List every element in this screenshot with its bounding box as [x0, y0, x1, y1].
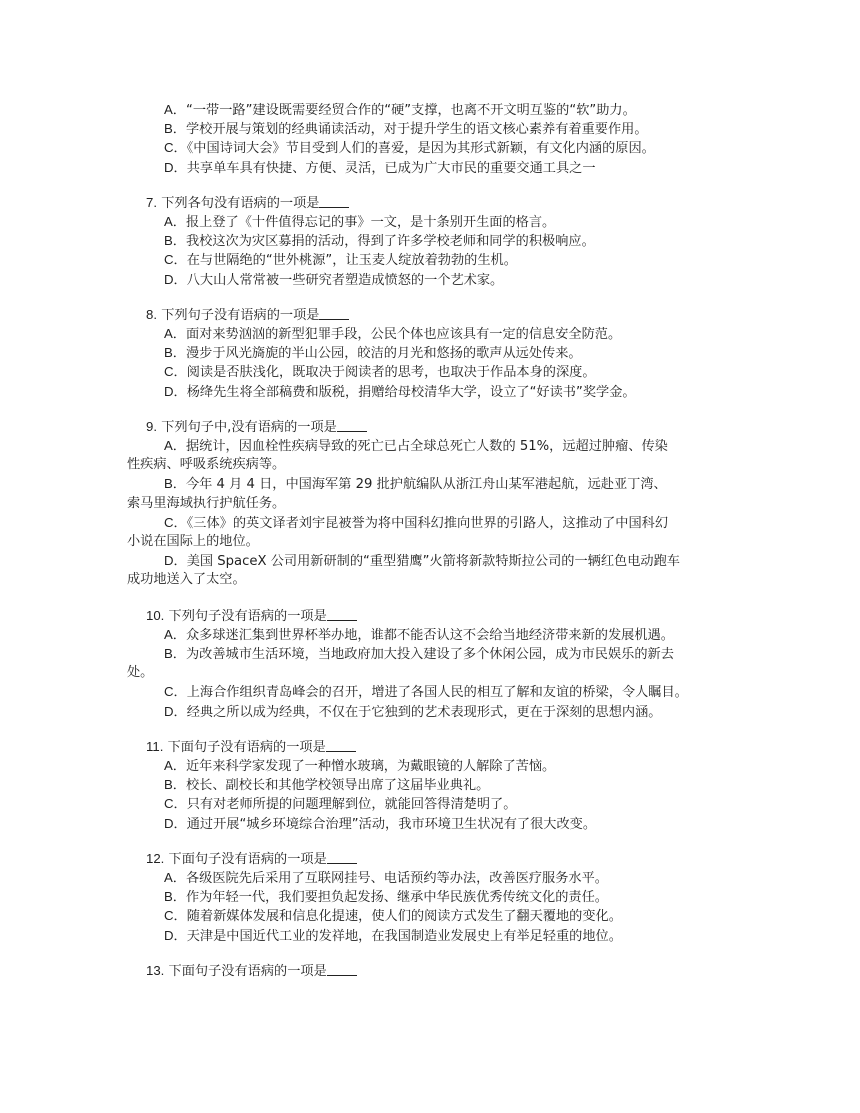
option-line [164, 702, 661, 722]
question-number: 12. [146, 850, 165, 866]
option-letter: A． [164, 214, 186, 229]
option-line [164, 906, 622, 926]
option-letter: C． [164, 514, 187, 530]
question-number: 10. [146, 607, 165, 623]
option-letter: C． [164, 252, 187, 268]
option-letter: A． [164, 438, 186, 453]
option-line [164, 794, 516, 814]
option-letter: B． [164, 476, 186, 492]
option-letter: D． [164, 553, 187, 569]
question-stem [146, 737, 356, 757]
answer-blank [327, 962, 357, 976]
question-text: 下列各句没有语病的一项是 [161, 195, 320, 211]
option-line [164, 644, 674, 664]
option-line [164, 138, 655, 158]
option-continuation: 性疾病、呼吸系统疾病等。 [127, 457, 286, 473]
option-line [164, 814, 596, 834]
option-text: 《中国诗词大会》节目受到人们的喜爱，是因为其形式新颖，有文化内涵的原因。 [186, 141, 655, 157]
answer-blank [319, 194, 349, 208]
option-continuation: 索马里海域执行护航任务。 [127, 495, 286, 511]
option-continuation: 处。 [127, 665, 154, 681]
question-stem [146, 606, 357, 626]
option-text: 报上登了《十件值得忘记的事》一文，是十条别开生面的格言。 [185, 215, 556, 230]
option-letter: A． [164, 326, 186, 341]
question-number: 11. [146, 738, 164, 754]
option-letter: C． [164, 364, 187, 380]
option-text: 我校这次为灾区募捐的活动，得到了许多学校老师和同学的积极响应。 [185, 234, 595, 250]
option-letter: D． [164, 159, 187, 175]
question-number: 13. [146, 962, 165, 978]
option-line [164, 362, 596, 382]
question-stem [146, 193, 349, 213]
question-stem [146, 305, 349, 325]
option-letter: C． [164, 684, 187, 700]
option-text: 近年来科学家发现了一种憎水玻璃，为戴眼镜的人解除了苦恼。 [185, 759, 556, 774]
answer-blank [337, 418, 367, 432]
option-text: “一带一路”建设既需要经贸合作的“硬”支撑，也离不开文明互鉴的“软”助力。 [185, 103, 636, 118]
option-text: 校长、副校长和其他学校领导出席了这届毕业典礼。 [185, 778, 490, 794]
option-line [164, 551, 680, 571]
option-text: 今年 4 月 4 日，中国海军第 29 批护航编队从浙江舟山某军港起航，远赴亚丁湾、 [185, 477, 667, 493]
option-text: 天津是中国近代工业的发祥地，在我国制造业发展史上有举足轻重的地位。 [186, 928, 622, 944]
option-text: 为改善城市生活环境，当地政府加大投入建设了多个休闲公园，成为市民娱乐的新去 [185, 647, 674, 662]
option-line [164, 250, 517, 270]
option-letter: A． [164, 758, 186, 773]
option-line [164, 756, 555, 776]
option-continuation: 成功地送入了太空。 [127, 572, 246, 588]
option-text: 各级医院先后采用了互联网挂号、电话预约等办法，改善医疗服务水平。 [185, 871, 608, 886]
question-number: 7. [146, 194, 157, 210]
option-line [164, 474, 667, 494]
option-text: 据统计，因血栓性疾病导致的死亡已占全球总死亡人数的 51%，远超过肿瘤、传染 [185, 439, 668, 454]
option-text: 漫步于风光旖旎的半山公园，皎洁的月光和悠扬的歌声从远处传来。 [185, 346, 582, 362]
option-letter: B． [164, 777, 186, 793]
option-text: 八大山人常常被一些研究者塑造成愤怒的一个艺术家。 [186, 272, 504, 288]
option-line [164, 324, 621, 344]
option-letter: A． [164, 102, 186, 117]
question-stem [146, 961, 357, 981]
option-text: 美国 SpaceX 公司用新研制的“重型猎鹰”火箭将新款特斯拉公司的一辆红色电动跑车 [186, 554, 680, 570]
option-text: 在与世隔绝的“世外桃源”，让玉麦人绽放着勃勃的生机。 [186, 253, 517, 269]
option-line [164, 926, 622, 946]
question-text: 下列句子没有语病的一项是 [168, 608, 327, 624]
option-line [164, 100, 636, 120]
option-text: 杨绛先生将全部稿费和版税，捐赠给母校清华大学，设立了“好读书”奖学金。 [186, 384, 636, 400]
option-line [164, 382, 636, 402]
question-stem [146, 849, 357, 869]
question-number: 9. [146, 418, 157, 434]
question-text: 下列句子中,没有语病的一项是 [161, 419, 337, 435]
option-text: 众多球迷汇集到世界杯举办地，谁都不能否认这不会给当地经济带来新的发展机遇。 [185, 627, 674, 643]
option-line [164, 513, 668, 533]
question-text: 下面句子没有语病的一项是 [167, 739, 326, 755]
option-text: 共享单车具有快捷、方便、灵活，已成为广大市民的重要交通工具之一 [186, 160, 596, 176]
option-letter: D． [164, 815, 187, 831]
question-stem [146, 417, 367, 437]
option-line [164, 270, 503, 290]
question-text: 下列句子没有语病的一项是 [161, 307, 320, 323]
option-text: 学校开展与策划的经典诵读活动，对于提升学生的语文核心素养有着重要作用。 [185, 122, 648, 138]
question-text: 下面句子没有语病的一项是 [168, 851, 327, 867]
option-letter: C． [164, 796, 187, 812]
option-text: 面对来势汹汹的新型犯罪手段，公民个体也应该具有一定的信息安全防范。 [185, 327, 622, 342]
answer-blank [327, 850, 357, 864]
option-letter: D． [164, 383, 187, 399]
option-letter: A． [164, 870, 186, 885]
option-letter: B． [164, 233, 186, 249]
question-number: 8. [146, 306, 157, 322]
option-letter: C． [164, 908, 187, 924]
option-text: 阅读是否肤浅化，既取决于阅读者的思考，也取决于作品本身的深度。 [186, 365, 596, 381]
answer-blank [327, 607, 357, 621]
option-line [164, 868, 608, 888]
option-line [164, 775, 489, 795]
option-letter: A． [164, 626, 186, 642]
option-text: 上海合作组织青岛峰会的召开，增进了各国人民的相互了解和友谊的桥梁，令人瞩目。 [186, 685, 688, 701]
option-letter: D． [164, 927, 187, 943]
option-continuation: 小说在国际上的地位。 [127, 534, 259, 549]
option-line [164, 119, 648, 139]
option-line [164, 158, 596, 178]
option-text: 《三体》的英文译者刘宇昆被誉为将中国科幻推向世界的引路人，这推动了中国科幻 [186, 515, 669, 531]
option-text: 只有对老师所提的问题理解到位，就能回答得清楚明了。 [186, 797, 517, 813]
option-line [164, 625, 674, 645]
option-line [164, 682, 688, 702]
option-text: 随着新媒体发展和信息化提速，使人们的阅读方式发生了翻天覆地的变化。 [186, 909, 622, 925]
answer-blank [326, 738, 356, 752]
option-text: 经典之所以成为经典，不仅在于它独到的艺术表现形式，更在于深刻的思想内涵。 [186, 704, 662, 720]
option-letter: C． [164, 140, 187, 156]
option-line [164, 343, 582, 363]
option-letter: D． [164, 271, 187, 287]
option-letter: B． [164, 121, 186, 137]
option-text: 作为年轻一代，我们要担负起发扬、继承中华民族优秀传统文化的责任。 [185, 890, 608, 906]
option-line [164, 231, 595, 251]
option-letter: B． [164, 345, 186, 361]
option-line [164, 887, 608, 907]
option-letter: D． [164, 703, 187, 719]
answer-blank [319, 306, 349, 320]
question-text: 下面句子没有语病的一项是 [168, 963, 327, 979]
option-letter: B． [164, 889, 186, 905]
option-line [164, 436, 668, 456]
option-line [164, 212, 555, 232]
option-text: 通过开展“城乡环境综合治理”活动，我市环境卫生状况有了很大改变。 [186, 816, 597, 832]
option-letter: B． [164, 646, 186, 661]
